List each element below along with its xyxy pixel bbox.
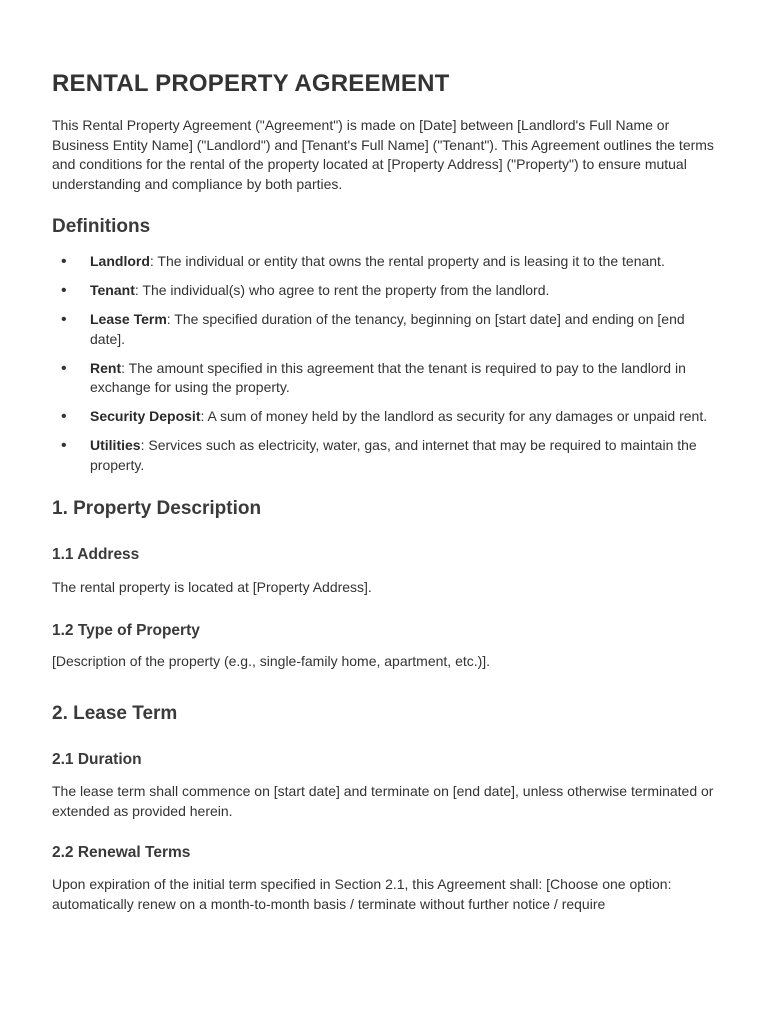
renewal-terms-paragraph: Upon expiration of the initial term specified in Section 2.1, this Agreement shall: [Choose one option: automatically renew on a month-to-month basis / terminate without further notice / require (52, 876, 672, 912)
definition-item-rent (52, 359, 718, 398)
definition-text: : The specified duration of the tenancy, beginning on [start date] and ending on [end date]. (90, 311, 685, 347)
definition-term: Security Deposit (90, 408, 201, 424)
bullet-icon: • (61, 282, 67, 299)
definition-term: Lease Term (90, 311, 167, 327)
bullet-icon: • (61, 408, 67, 425)
duration-paragraph: The lease term shall commence on [start date] and terminate on [end date], unless otherwise terminated or extended as provided herein. (52, 783, 714, 819)
bullet-icon: • (61, 253, 67, 270)
definition-term: Rent (90, 359, 122, 376)
definition-text: : Services such as electricity, water, gas, and internet that may be required to maintain the property. (90, 437, 697, 473)
section-heading-lease-term: 2. Lease Term (52, 703, 178, 724)
definition-text: : The individual or entity that owns the rental property and is leasing it to the tenant. (149, 253, 665, 269)
definition-item-security-deposit (52, 407, 718, 427)
definition-text: : The amount specified in this agreement that the tenant is required to pay to the landlord in exchange for using the property. (90, 359, 686, 395)
document-title: RENTAL PROPERTY AGREEMENT (52, 70, 450, 97)
type-of-property-paragraph: [Description of the property (e.g., single-family home, apartment, etc.)]. (52, 652, 491, 669)
intro-paragraph: This Rental Property Agreement ("Agreement") is made on [Date] between [Landlord's Full Name or Business Entity Name] ("Landlord") and [Tenant's Full Name] ("Tenant"). This Agreement outlines the terms and conditions for the rental of the property located at [Property Address] ("Property") to ensure mutual understanding and compliance by both parties. (52, 117, 714, 192)
definition-item-tenant (52, 281, 718, 301)
definition-text: : The individual(s) who agree to rent the property from the landlord. (134, 282, 550, 298)
definitions-list (52, 252, 718, 475)
bullet-icon: • (61, 311, 67, 328)
bullet-icon: • (61, 437, 67, 454)
subsection-heading-type-of-property: 1.2 Type of Property (52, 621, 200, 639)
definition-term: Utilities (90, 437, 141, 453)
subsection-heading-address: 1.1 Address (52, 546, 140, 563)
definition-term: Landlord (90, 253, 150, 269)
section-heading-property-description: 1. Property Description (52, 498, 262, 519)
definition-item-landlord (52, 252, 718, 272)
subsection-heading-duration: 2.1 Duration (52, 751, 142, 768)
subsection-heading-renewal-terms: 2.2 Renewal Terms (52, 844, 191, 861)
address-paragraph: The rental property is located at [Property Address]. (52, 579, 372, 595)
definitions-heading: Definitions (52, 216, 151, 237)
definition-term: Tenant (90, 282, 135, 298)
bullet-icon: • (61, 359, 67, 377)
definition-item-utilities (52, 436, 718, 475)
definition-text: : A sum of money held by the landlord as security for any damages or unpaid rent. (200, 408, 708, 424)
definition-item-lease-term (52, 310, 718, 349)
